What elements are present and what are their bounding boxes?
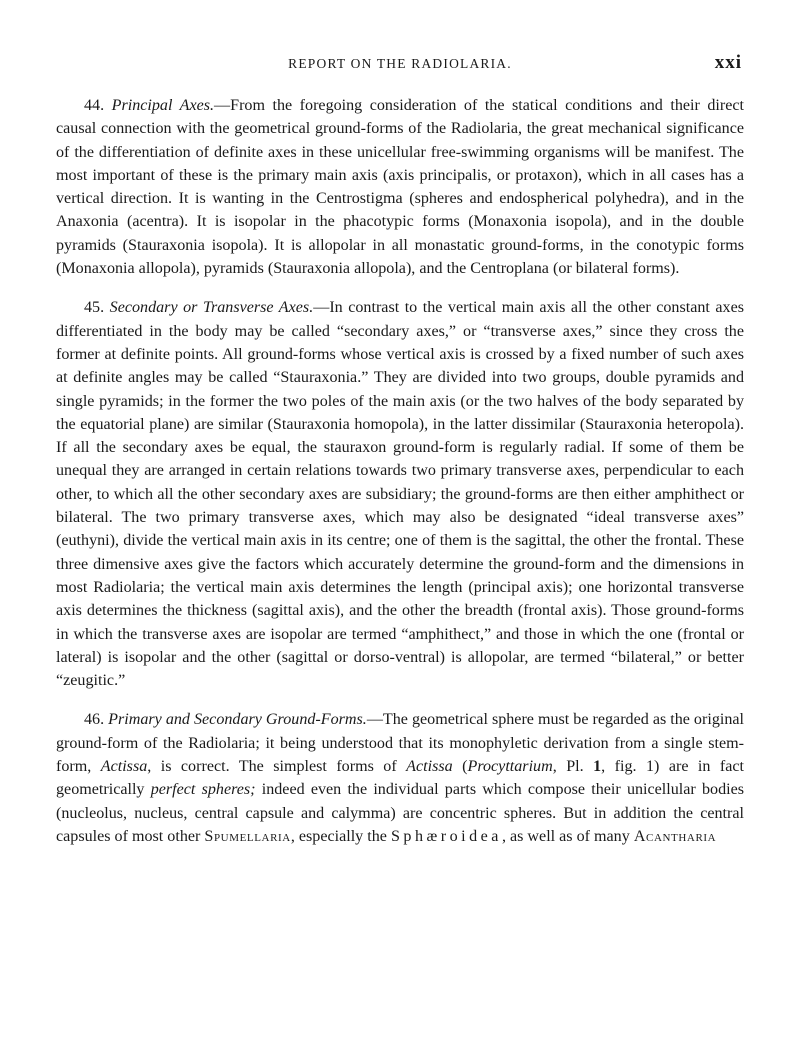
- paragraph-45: [56, 296, 744, 692]
- genus-name: Actissa: [100, 758, 148, 776]
- taxon-acantharia: Acantharia: [633, 827, 717, 845]
- paragraph-text: The geometrical sphere must be regarded as the original ground-form of the Radiolaria; it being understood that its monophyletic derivation from a single stem-form,: [56, 711, 744, 776]
- page-number: xxi: [714, 52, 742, 73]
- taxon-sphaeroidea: Sphæroidea: [390, 827, 502, 845]
- paragraph-text: , especially the: [290, 827, 391, 845]
- subgenus-name: Procyttarium: [467, 758, 553, 776]
- heading-dash: —: [214, 97, 231, 114]
- section-number: 46.: [84, 711, 105, 729]
- plate-number: 1: [593, 758, 602, 776]
- running-title: REPORT ON THE RADIOLARIA.: [288, 56, 512, 71]
- figure-reference: , fig. 1): [601, 758, 660, 776]
- paragraph-46: [56, 708, 744, 848]
- paragraph-44: [56, 94, 744, 280]
- emphasis: perfect spheres;: [150, 781, 256, 799]
- document-page: [56, 0, 744, 1050]
- paragraph-text: , is correct. The simplest forms of: [147, 758, 407, 776]
- heading-dash: —: [366, 711, 383, 729]
- section-heading: Principal Axes.: [111, 97, 215, 114]
- taxon-spumellaria: Spumellaria: [204, 827, 291, 845]
- section-number: 45.: [84, 299, 105, 317]
- paragraph-text: indeed even the individual parts which compose their unicellular bodies (nucleolus, nucleus, central capsule and calymma) are concentric spheres. But in addition the central capsules of most other: [56, 781, 745, 845]
- paragraph-text: In contrast to the vertical main axis all the other constant axes differentiated in the body may be called “secondary axes,” or “transverse axes,” since they cross the former at definite points. All ground-forms whose vertical axis is crossed by a fixed number of such axes at definite angles may be called “Stauraxonia.” They are divided into two groups, double pyramids and single pyramids; in the former the two poles of the main axis (or the two halves of the body separated by the equatorial plane) are similar (Stauraxonia homopola), in the latter dissimilar (Stauraxonia heteropola). If all the secondary axes be equal, the stauraxon ground-form is regularly radial. If some of them be unequal they are arranged in certain relations towards two primary transverse axes, perpendicular to each other, to which all the other secondary axes are subsidiary; the ground-forms are then either amphithect or bilateral. The two primary transverse axes, which may also be designated “ideal transverse axes” (euthyni), divide the vertical main axis in its centre; one of them is the sagittal, the other the frontal. These three dimensive axes give the factors which accurately determine the ground-form and the dimensions in most Radiolaria; the vertical main axis determines the length (principal axis); one horizontal transverse axis determines the thickness (sagittal axis), and the other the breadth (frontal axis). Those ground-forms in which the transverse axes are isopolar are termed “amphithect,” and those in which the one (frontal or lateral) is isopolar and the other (sagittal or dorso-ventral) is allopolar, are termed “bilateral,” or better “zeugitic.”: [56, 299, 744, 690]
- section-heading: Primary and Secondary Ground-Forms.: [108, 711, 367, 729]
- running-head: [56, 52, 744, 92]
- paragraph-text: , as well as of many: [501, 827, 634, 845]
- heading-dash: —: [313, 299, 330, 317]
- section-number: 44.: [84, 97, 105, 114]
- paragraph-text: are in fact geometrically: [56, 758, 744, 799]
- section-heading: Secondary or Transverse Axes.: [109, 299, 314, 317]
- paragraph-text: (: [452, 758, 468, 776]
- genus-name: Actissa: [406, 758, 453, 776]
- paragraph-text: From the foregoing consideration of the statical conditions and their direct causal connection with the geometrical ground-forms of the Radiolaria, the great mechanical significance of the differentiation of definite axes in these unicellular free-swimming organisms will be manifest. The most important of these is the primary main axis (axis principalis, or protaxon), which in all cases has a vertical direction. It is wanting in the Centrostigma (spheres and endospherical polyhedra), and in the Anaxonia (acentra). It is isopolar in the phacotypic forms (Monaxonia isopola), and in the double pyramids (Stauraxonia isopola). It is allopolar in all monastatic ground-forms, in the conotypic forms (Monaxonia allopola), pyramids (Stauraxonia allopola), and the Centroplana (or bilateral forms).: [56, 97, 744, 278]
- plate-reference: , Pl.: [552, 758, 594, 776]
